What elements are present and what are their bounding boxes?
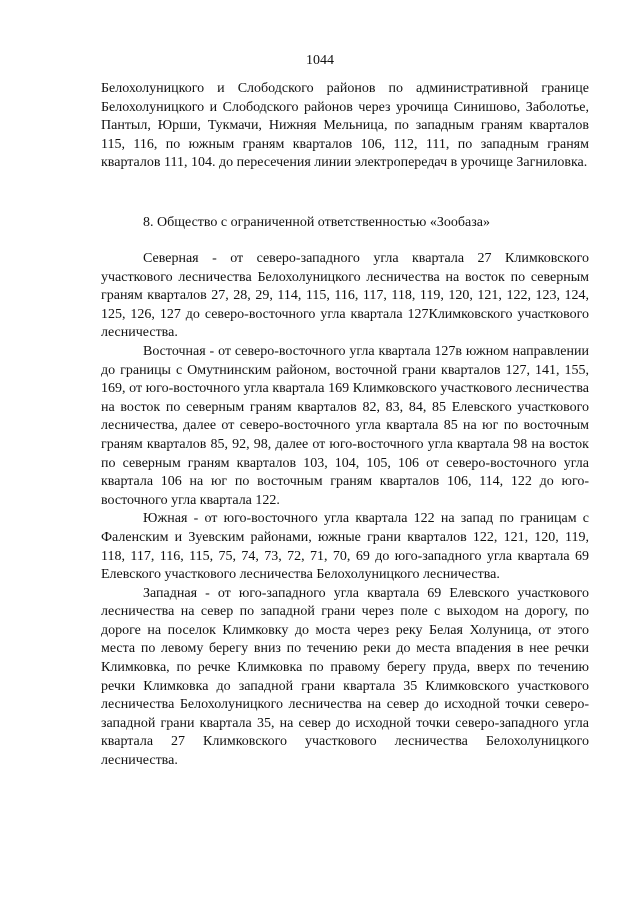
south-boundary-paragraph: Южная - от юго-восточного угла квартала 122 на запад по границам с Фаленским и Зуевским районами, южные грани кварталов 122, 121, 120, 119, 118, 117, 116, 115, 75, 74, 73, 72, 71, 70, 69 до юго-западного угла квартала 69 Елевского участкового лесничества Белохолуницкого лесничества. [101, 511, 589, 583]
west-boundary-paragraph: Западная - от юго-западного угла квартала 69 Елевского участкового лесничества на север по западной грани через поле с выходом на дорогу, по дороге на поселок Климковку до моста через реку Белая Холуница, от этого места по левому берегу вниз по течению реки до места впадения в нее речки Климковка, по речке Климковка по правому берегу пруда, вверх по течению речки Климковка до западной грани квартала 35 Климковского участкового лесничества Белохолуницкого лесничества на север до исходной точки северо-западной грани квартала 35, на север до исходной точки северо-западного угла квартала 27 Климковского участкового лесничества Белохолуницкого лесничества. [101, 585, 589, 769]
north-boundary-paragraph: Северная - от северо-западного угла квартала 27 Климковского участкового лесничества Белохолуницкого лесничества на восток по северным граням кварталов 27, 28, 29, 114, 115, 116, 117, 118, 119, 120, 121, 122, 123, 124, 125, 126, 127 до северо-восточного угла квартала 127Климковского участкового лесничества. [101, 251, 589, 341]
page-number: 1044 [306, 53, 334, 68]
intro-paragraph [101, 80, 589, 173]
intro-text: Белохолуницкого и Слободского районов по административной границе Белохолуницкого и Слободского районов через урочища Синишово, Заболотье, Пантыл, Юрши, Тукмачи, Нижняя Мельница, по западным граням кварталов 115, 116, по южным граням кварталов 106, 112, 111, по западным граням кварталов 111, 104. до пересечения линии электропередач в урочище Загниловка. [101, 81, 589, 171]
section-heading: 8. Общество с ограниченной ответственностью «Зообаза» [143, 215, 490, 230]
east-boundary-paragraph: Восточная - от северо-восточного угла квартала 127в южном направлении до границы с Омутнинским районом, восточной грани кварталов 127, 141, 155, 169, от юго-восточного угла квартала 169 Климковского участкового лесничества на восток по северным граням кварталов 82, 83, 84, 85 Елевского участкового лесничества, далее от северо-восточного угла квартала 85 на юг по восточным граням кварталов 85, 92, 98, далее от юго-восточного угла квартала 98 на восток по северным граням кварталов 103, 104, 105, 106 от северо-восточного угла квартала 106 на юг по восточным граням кварталов 106, 114, 122 до юго-восточного угла квартала 122. [101, 343, 589, 508]
boundary-sections [101, 250, 589, 771]
